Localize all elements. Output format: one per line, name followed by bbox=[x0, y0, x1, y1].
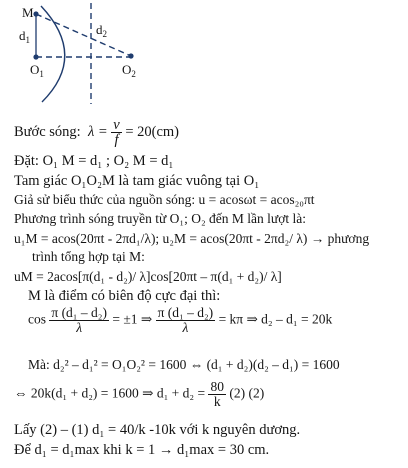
point-o2 bbox=[128, 53, 133, 58]
eighty-over-k-fraction bbox=[208, 380, 226, 409]
text-line-13: Lấy (2) – (1) d₁ = 40/k -10k với k nguyên dương. bbox=[14, 422, 301, 438]
text-line-2: Đặt: O₁ M = d₁ ; O₂ M = d₁ bbox=[14, 153, 174, 169]
sum-line-left: ⇔ 20k(d₁ + d₂) = 1600 ⇒ d₁ + d₂ = bbox=[14, 385, 206, 401]
phase-fraction-2 bbox=[156, 306, 216, 335]
label-m: M bbox=[22, 5, 34, 20]
sum-line bbox=[14, 380, 264, 409]
wavelength-result: = 20(cm) bbox=[125, 123, 180, 140]
equals-pm-one: = ±1 ⇒ bbox=[112, 311, 153, 327]
point-m bbox=[33, 11, 38, 16]
lambda-symbol: λ = bbox=[87, 123, 108, 140]
hyperbola-branch bbox=[41, 6, 65, 102]
point-o1 bbox=[33, 54, 38, 59]
wavelength-prefix: Bước sóng: bbox=[14, 123, 81, 140]
label-d2: $d_2$ bbox=[96, 22, 107, 39]
label-o1: $O_1$ bbox=[30, 62, 44, 79]
fraction-den: f bbox=[114, 132, 119, 148]
text-line-5: Phương trình sóng truyền từ O₁; O₂ đến M lần lượt là: bbox=[14, 211, 306, 226]
k-pi-result: = kπ ⇒ d₂ – d₁ = 20k bbox=[218, 311, 333, 327]
phase-fraction-1 bbox=[49, 306, 109, 335]
sum-line-right: (2) (2) bbox=[229, 385, 265, 401]
line-m-o2 bbox=[36, 14, 131, 56]
text-line-9: M là điểm có biên độ cực đại thì: bbox=[28, 288, 221, 304]
wavelength-line bbox=[14, 118, 179, 147]
label-o2: $O_2$ bbox=[122, 62, 136, 79]
label-d1: $d_1$ bbox=[19, 28, 30, 45]
phase-den-2: λ bbox=[182, 320, 189, 335]
phase-num-1: π (d₁ – d₂) bbox=[51, 305, 107, 320]
text-line-4: Giả sử biểu thức của nguồn sóng: u = acosωt = acos₂₀πt bbox=[14, 192, 315, 207]
wave-diagram bbox=[0, 0, 175, 105]
cos-label: cos bbox=[28, 311, 46, 327]
fraction-num: v bbox=[113, 117, 120, 133]
v-over-f-fraction bbox=[111, 118, 121, 147]
text-line-8: uM = 2acos[π(d₁ - d₂)/ λ]cos[20πt – π(d₁ + d₂)/ λ] bbox=[14, 269, 282, 284]
text-line-14: Để d₁ = d₁max khi k = 1 → d₁max = 30 cm. bbox=[14, 442, 270, 458]
max-condition-line bbox=[28, 306, 332, 335]
text-line-11: Mà: d₂² – d₁² = O₁O₂² = 1600 ⇔ (d₁ + d₂)(d₂ – d₁) = 1600 bbox=[28, 357, 340, 372]
phase-num-2: π (d₁ – d₂) bbox=[157, 305, 214, 320]
k-den: k bbox=[213, 394, 221, 409]
eighty-num: 80 bbox=[210, 379, 224, 394]
text-line-3: Tam giác O₁O₂M là tam giác vuông tại O₁ bbox=[14, 173, 260, 189]
phase-den-1: λ bbox=[76, 320, 83, 335]
text-line-7: trình tổng hợp tại M: bbox=[32, 249, 145, 264]
text-line-6: u₁M = acos(20πt - 2πd₁/λ); u₂M = acos(20πt - 2πd₂/ λ) → phương bbox=[14, 231, 370, 246]
